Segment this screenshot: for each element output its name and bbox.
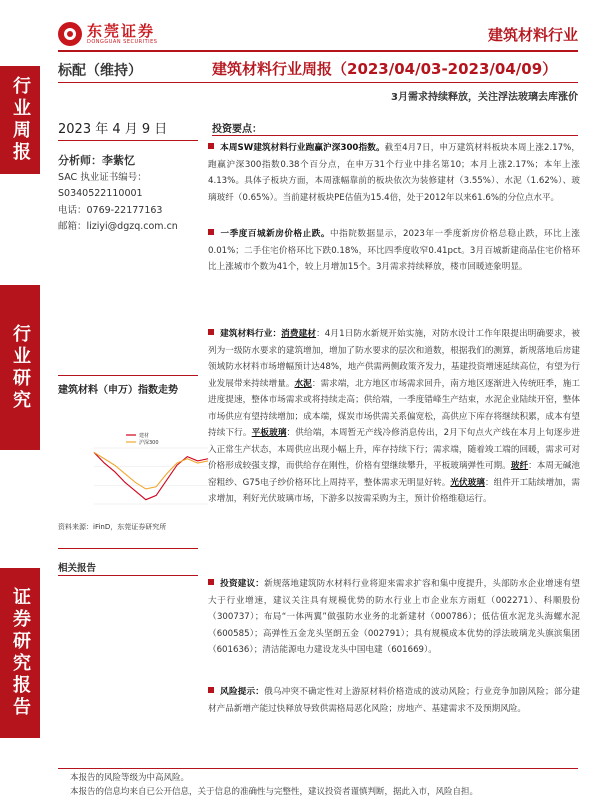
bullet-icon: [208, 229, 214, 235]
analyst-info: [58, 153, 178, 236]
analyst-phone: 电话：0769-22177163: [58, 204, 163, 216]
bullet-icon: [208, 329, 214, 335]
bullet-icon: [208, 143, 214, 149]
key-points-heading: 投资要点：: [212, 124, 262, 135]
point-sw-index: 本周SW建筑材料行业跑赢沪深300指数。截至4月7日，申万建筑材料板块本周上涨2.17%，跑赢沪深300指数0.38个百分点，在申万31个行业中排名第10；本月上涨2.17%；本年上涨4.13%。具体子板块方面，本周涨幅靠前的板块依次为装修建材（3.55%）、水泥（1.62%）、玻璃玻纤（0.65%）。当前建材板块PE估值为15.4倍，处于2012年以来61.6%的分位点水平。: [208, 143, 580, 203]
side-band-research: 行业研究: [0, 285, 40, 450]
point-industry: 建筑材料行业：消费建材：4月1日防水新规开始实施，对防水设计工作年限提出明确要求，被列为一级防水要求的建筑增加，增加了防水要求的层次和道数，根据我们的测算，新规落地后房建领域防水材料市场增幅预计达48%，地产供需两侧政策齐发力，基建投资增速延续高位，有望为行业发展带来持续增量。水泥：需求端，北方地区市场需求回升，南方地区逐渐进入传统旺季，施工进度提速，整体市场需求或将持续走高；供给端，一季度错峰生产结束，水泥企业陆续开窑，整体市场供应有望持续增加；成本端，煤炭市场供需关系偏宽松，高供应下库存将继续积累，成本有望持续下行。平板玻璃：供给端，本周暂无产线冷修消息传出，2月下旬点火产线在本月上旬逐步进入正常生产状态，本周供应出现小幅上升，库存持续下行；需求端，随着竣工端的回暖，需求可对价格形成较强支撑，而供给存在刚性，价格有望继续攀升，平板玻璃弹性可期。玻纤：本周无碱池窑粗纱、G75电子纱价格环比上周持平，整体需求无明显好转。光伏玻璃：组件开工陆续增加，需求增加，利好光伏玻璃市场，下游多以按需采购为主，预计价格维稳运行。: [208, 329, 580, 504]
analyst-label: 分析师：: [58, 154, 102, 167]
industry-tag: 建筑材料行业: [487, 26, 578, 44]
chart-legend-label: 沪深300: [139, 440, 159, 446]
point-risk-warning: 风险提示：俄乌冲突不确定性对上游原材料价格造成的波动风险；行业竞争加剧风险；部分建材产品新增产能过快释放导致供需格局恶化风险；房地产、基建需求不及预期风险。: [208, 687, 580, 714]
rating: 标配（维持）: [58, 63, 142, 79]
footer-risk-level: 本报告的风险等级为中高风险。: [70, 773, 190, 783]
chart-source: 资料来源：iFinD，东莞证券研究所: [58, 523, 167, 531]
side-band-weekly: 行业周报: [0, 66, 40, 174]
source-divider: [58, 548, 198, 549]
index-trend-chart: [90, 430, 212, 510]
bullet-icon: [208, 687, 214, 693]
key-points-divider: [212, 135, 578, 136]
logo-cn-text: 东莞证券: [87, 22, 156, 40]
analyst-email[interactable]: 邮箱：liziyi@dgzq.com.cn: [58, 221, 178, 232]
chart-series-line-1: [94, 452, 208, 499]
report-subtitle: 3月需求持续释放，关注浮法玻璃去库涨价: [391, 92, 578, 103]
point-investment-advice: 投资建议：新规落地建筑防水材料行业将迎来需求扩容和集中度提升，头部防水企业增速有望大于行业增速，建议关注具有规模优势的防水行业上市企业东方雨虹（002271）、科顺股份（300737）；布局“一体两翼”做强防水业务的北新建材（000786）；低估值水泥龙头海螺水泥（600585）；高弹性五金龙头坚朗五金（002791）；具有规模成本优势的浮法玻璃龙头旗滨集团（601636）；清洁能源电力建设龙头中国电建（601669）。: [208, 579, 580, 655]
related-divider: [58, 575, 198, 576]
date-divider: [58, 140, 198, 141]
point-house-price: 一季度百城新房价格止跌。中指院数据显示，2023年一季度新房价格总稳止跌，环比上涨0.01%；二手住宅价格环比下跌0.18%，环比四季度收窄0.41pct。3月百城新建商品住宅价格环比上涨城市个数为41个，较上月增加15个。3月需求持续释放，楼市回暖迹象明显。: [208, 229, 580, 272]
chart-legend-label: 建材: [139, 433, 150, 439]
title-divider: [58, 82, 578, 83]
analyst-name: 李紫忆: [102, 154, 135, 167]
analyst-cert: S0340522110001: [58, 188, 143, 199]
chart-title: 建筑材料（申万）指数走势: [58, 385, 178, 396]
chart-top-divider: [58, 375, 198, 376]
footer-disclaimer: [70, 771, 478, 799]
company-logo: [58, 22, 157, 46]
report-title: 建筑材料行业周报（2023/04/03-2023/04/09）: [212, 60, 558, 78]
logo-emblem-icon: [58, 22, 82, 46]
footer-disclaimer-text: 本报告的信息均来自已公开信息，关于信息的准确性与完整性，建议投资者谨慎判断，据此入市，风险自担。: [70, 787, 479, 797]
bullet-icon: [208, 579, 214, 585]
footer-divider: [58, 768, 578, 769]
header-divider: [58, 50, 578, 52]
side-band-report: 证券研究报告: [0, 568, 40, 738]
related-reports-heading: 相关报告: [58, 563, 97, 574]
report-date: 2023 年 4 月 9 日: [58, 122, 168, 137]
analyst-cert-label: SAC 执业证书编号：: [58, 171, 147, 183]
logo-en-text: DONGGUAN SECURITIES: [87, 39, 158, 45]
